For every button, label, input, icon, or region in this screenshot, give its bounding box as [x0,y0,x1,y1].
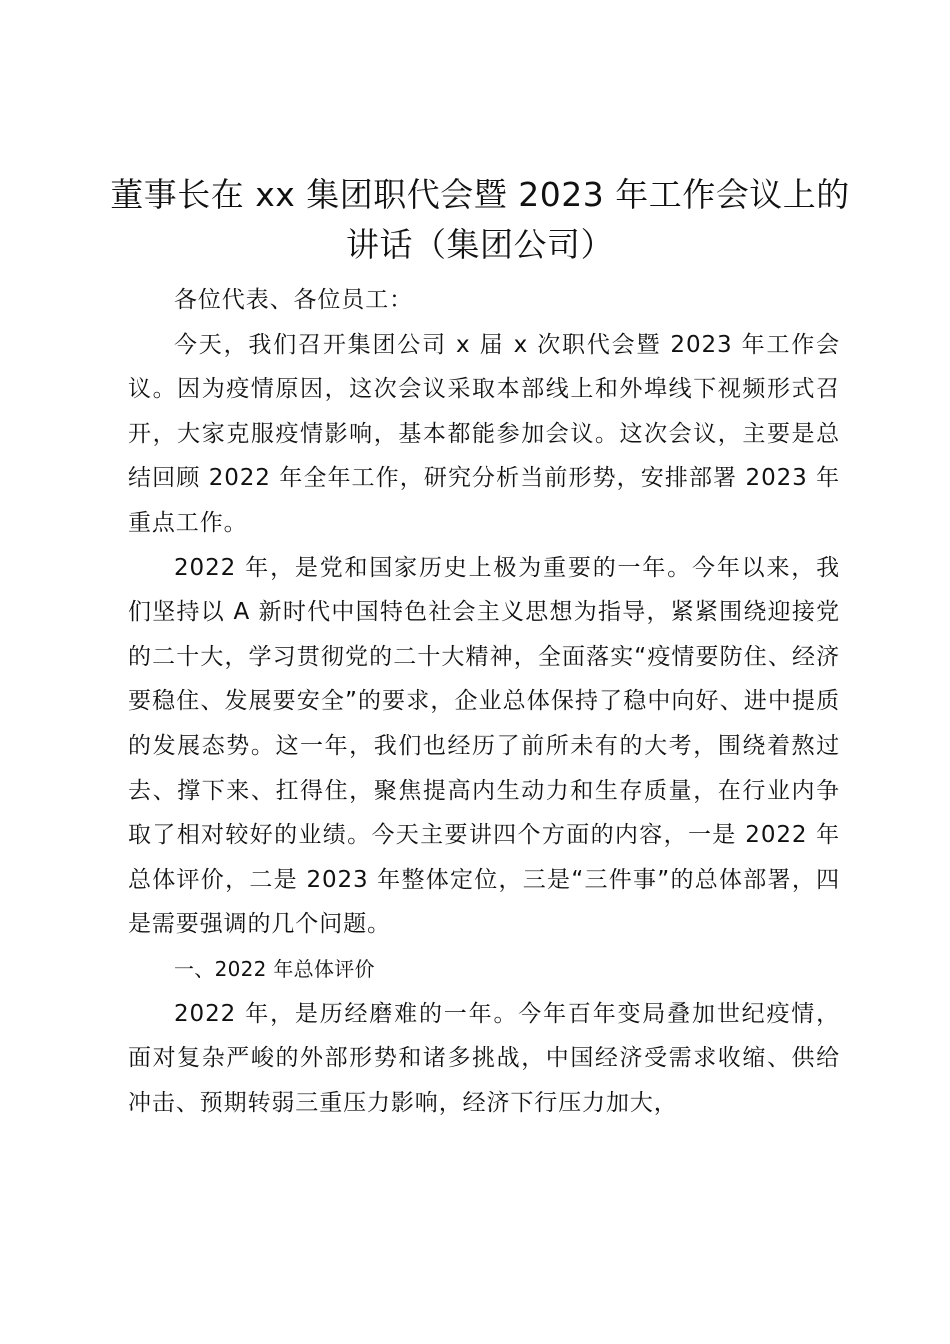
opening-paragraph: 今天，我们召开集团公司 x 届 x 次职代会暨 2023 年工作会议。因为疫情原因，这次会议采取本部线上和外埠线下视频形式召开，大家克服疫情影响，基本都能参加会议。这次会议，主要是总结回顾 2022 年全年工作，研究分析当前形势，安排部署 2023 年重点工作。 [128,331,840,536]
document-body [128,278,840,1125]
section-paragraph: 2022 年，是历经磨难的一年。今年百年变局叠加世纪疫情，面对复杂严峻的外部形势和诸多挑战，中国经济受需求收缩、供给冲击、预期转弱三重压力影响，经济下行压力加大， [128,1000,840,1116]
salutation-paragraph: 各位代表、各位员工： [174,287,413,313]
overview-paragraph: 2022 年，是党和国家历史上极为重要的一年。今年以来，我们坚持以 A 新时代中国特色社会主义思想为指导，紧紧围绕迎接党的二十大，学习贯彻党的二十大精神，全面落实“疫情要防住、经济要稳住、发展要安全”的要求，企业总体保持了稳中向好、进中提质的发展态势。这一年，我们也经历了前所未有的大考，围绕着熬过去、撑下来、扛得住，聚焦提高内生动力和生存质量，在行业内争取了相对较好的业绩。今天主要讲四个方面的内容，一是 2022 年总体评价，二是 2023 年整体定位，三是“三件事”的总体部署，四是需要强调的几个问题。 [128,554,840,938]
document-title: 董事长在 xx 集团职代会暨 2023 年工作会议上的讲话（集团公司） [110,175,850,264]
section-heading: 一、2022 年总体评价 [174,956,375,981]
